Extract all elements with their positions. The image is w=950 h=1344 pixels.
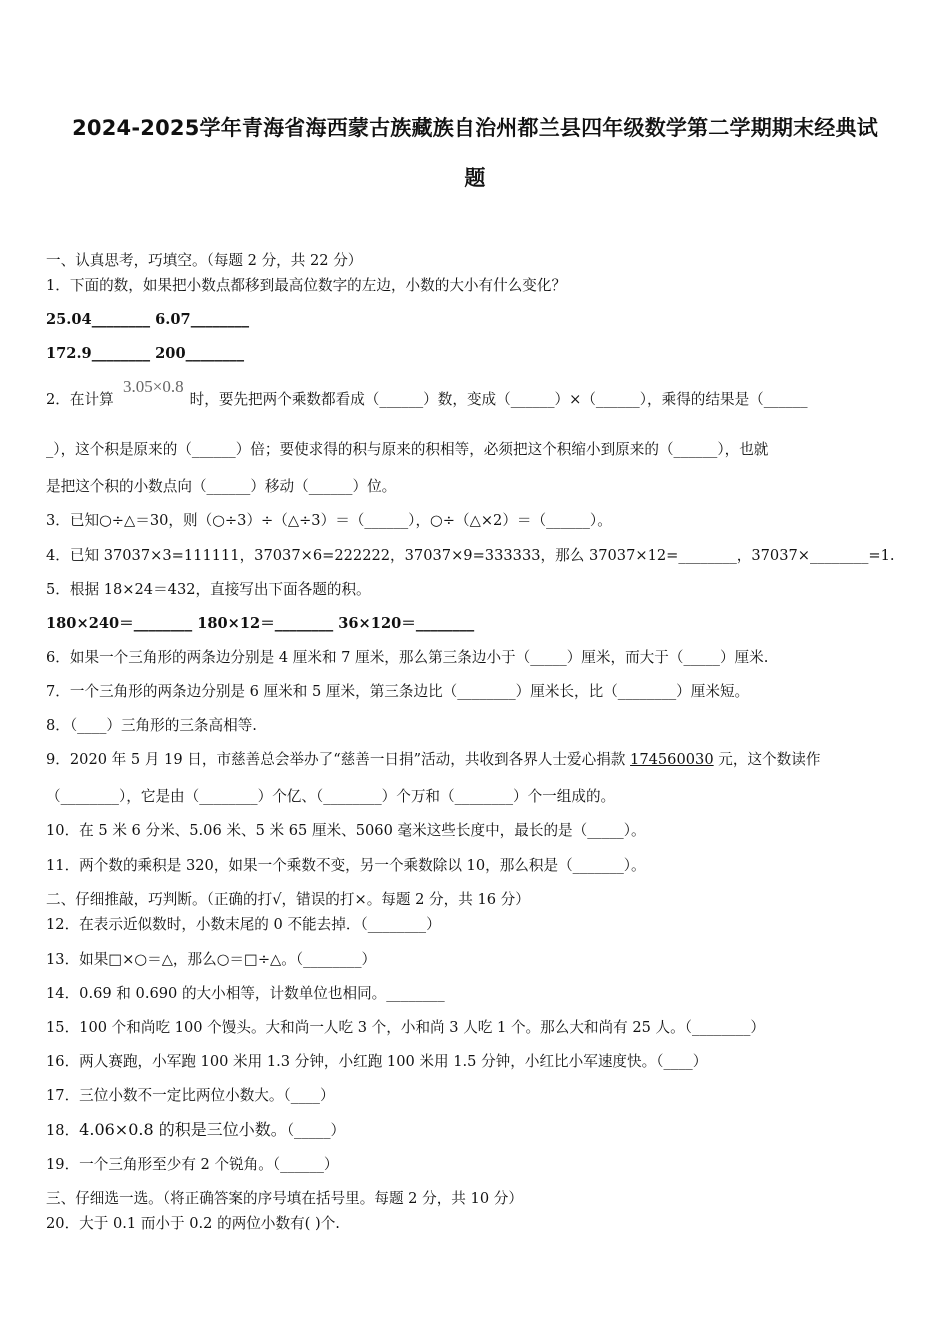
question-5: 5．根据 18×24＝432，直接写出下面各题的积。 [46,581,371,598]
question-16: 16．两人赛跑，小军跑 100 米用 1.3 分钟，小红跑 100 米用 1.5 分钟，小红比小军速度快。（____） [46,1053,708,1070]
question-7: 7．一个三角形的两条边分别是 6 厘米和 5 厘米，第三条边比（________）厘米长，比（________）厘米短。 [46,683,750,700]
donation-amount: 174560030 [630,751,714,768]
question-2-line-3: 是把这个积的小数点向（______）移动（______）位。 [46,478,397,495]
question-2-formula: 3.05×0.8 [123,377,184,396]
question-13: 13．如果□×○＝△，那么○＝□÷△。（________） [46,951,377,968]
question-9-line-2: （________），它是由（________）个亿、（________）个万和（________）个一组成的。 [46,788,616,805]
question-10: 10．在 5 米 6 分米、5.06 米、5 米 65 厘米、5060 毫米这些长度中，最长的是（_____）。 [46,822,646,839]
question-17: 17．三位小数不一定比两位小数大。（____） [46,1087,335,1104]
question-5-row: 180×240＝________ 180×12＝________ 36×120＝________ [46,615,475,632]
question-2-line-2: _），这个积是原来的（______）倍；要使求得的积与原来的积相等，必须把这个积缩小到原来的（______），也就 [46,441,769,458]
section-2-heading: 二、仔细推敲，巧判断。（正确的打√，错误的打×。每题 2 分，共 16 分） [46,891,530,908]
question-9-prefix: 9．2020 年 5 月 19 日，市慈善总会举办了“慈善一日捐”活动，共收到各界人士爱心捐款 [46,751,631,768]
exam-title-continued: 题 [464,166,486,190]
question-2-prefix: 2．在计算 [46,391,114,408]
question-12: 12．在表示近似数时，小数末尾的 0 不能去掉．（________） [46,916,441,933]
question-20: 20．大于 0.1 而小于 0.2 的两位小数有( )个. [46,1215,340,1232]
question-9 [46,750,820,770]
question-3: 3．已知○÷△＝30，则（○÷3）÷（△÷3）＝（______），○÷（△×2）＝（______）。 [46,512,612,529]
question-19: 19．一个三角形至少有 2 个锐角。（______） [46,1156,339,1173]
question-18-number: 18． [46,1122,80,1139]
question-9-suffix: 元，这个数读作 [713,751,821,768]
question-2-suffix: 时，要先把两个乘数都看成（______）数，变成（______）×（______），乘得的结果是（______ [189,391,808,408]
question-18-blank: （_____） [286,1122,346,1139]
question-18 [46,1120,345,1141]
section-3-heading: 三、仔细选一选。（将正确答案的序号填在括号里。每题 2 分，共 10 分） [46,1190,523,1207]
question-4: 4．已知 37037×3=111111，37037×6=222222，37037×9=333333，那么 37037×12=________，37037×________=1. [46,547,895,564]
question-6: 6．如果一个三角形的两条边分别是 4 厘米和 7 厘米，那么第三条边小于（_____）厘米，而大于（_____）厘米. [46,649,769,666]
question-11: 11．两个数的乘积是 320，如果一个乘数不变，另一个乘数除以 10，那么积是（_______）。 [46,857,646,874]
question-1: 1．下面的数，如果把小数点都移到最高位数字的左边，小数的大小有什么变化？ [46,277,567,294]
exam-title: 2024-2025学年青海省海西蒙古族藏族自治州都兰县四年级数学第二学期期末经典试 [72,116,878,140]
section-1-heading: 一、认真思考，巧填空。（每题 2 分，共 22 分） [46,252,363,269]
question-1-row-2: 172.9________ 200________ [46,345,244,362]
question-15: 15．100 个和尚吃 100 个馒头。大和尚一人吃 3 个，小和尚 3 人吃 1 个。那么大和尚有 25 人。（________） [46,1019,765,1036]
question-14: 14．0.69 和 0.690 的大小相等，计数单位也相同。________ [46,985,445,1002]
question-1-row-1: 25.04________ 6.07________ [46,311,250,328]
question-8: 8．（____）三角形的三条高相等. [46,717,257,734]
question-18-body: 4.06×0.8 的积是三位小数。 [79,1120,287,1139]
